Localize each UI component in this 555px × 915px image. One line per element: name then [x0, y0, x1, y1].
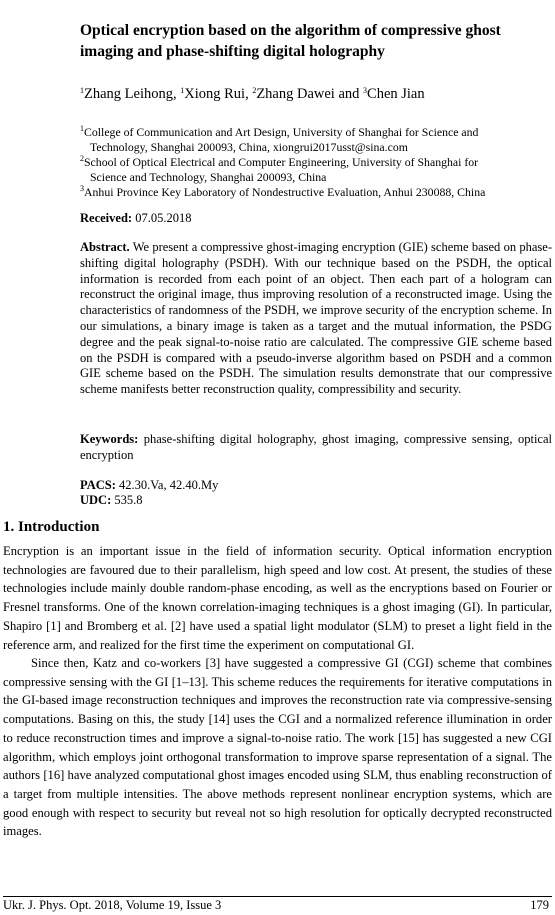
classification-codes — [80, 478, 218, 508]
page-number: 179 — [530, 898, 549, 912]
affiliation-1: $^1$College of Communication and Art Design, University of Shanghai for Science and Technology, Shanghai 200093, China, xiongrui2017usst@sina.com — [80, 124, 479, 154]
received-date: Received: 07.05.2018 — [80, 211, 192, 225]
page-footer — [3, 898, 552, 913]
udc-code: UDC: 535.8 — [80, 493, 143, 507]
abstract-label: Abstract. — [80, 240, 130, 254]
author: $^2$Zhang Dawei and — [252, 86, 364, 102]
author: $^3$Chen Jian — [363, 86, 425, 102]
body-paragraph: Since then, Katz and co-workers [3] have suggested a compressive GI (CGI) scheme that combines compressive sensing with the GI [1–13]. This scheme reduces the requirements for iterative computations in the GI-based image reconstruction techniques and improves the reconstruction rate via compressive-sensing computations. Basing on this, the study [14] uses the CGI and a normalized reference illumination in order to reduce reconstruction times and improve a signal-to-noise ratio. The work [15] has suggested a new CGI algorithm, which employs joint orthogonal transformation to improve sparse representation of a signal. The authors [16] have analyzed computational ghost images encoded using SLM, thus enabling reconstruction of a target from multiple intensities. The above methods represent nonlinear encryption systems, which are good enough with respect to security but reveal not so high resolution for optically decrypted reconstructed images. — [3, 656, 552, 839]
pacs-codes: PACS: 42.30.Va, 42.40.My — [80, 478, 219, 492]
abstract — [80, 240, 552, 398]
affiliation-3: $^3$Anhui Province Key Laboratory of Nondestructive Evaluation, Anhui 230088, China — [80, 184, 486, 199]
paper-title: Optical encryption based on the algorithm of compressive ghost imaging and phase-shifting digital holography — [80, 22, 501, 60]
section-heading: 1. Introduction — [3, 519, 100, 535]
abstract-text: We present a compressive ghost-imaging encryption (GIE) scheme based on phase-shifting digital holography (PSDH). With our technique based on the PSDH, the optical information is recorded from each point of an object. Then each part of a hologram can reconstruct the original image, thus improving resolution of a reconstructed image. Using the characteristics of randomness of the PSDH, we improve security of the encryption scheme. In our simulations, a binary image is taken as a target and the mutual information, the PSDG degree and the peak signal-to-noise ratio are calculated. The compressive GIE scheme based on the PSDH is compared with a pseudo-inverse algorithm based on PSDH and a common GIE scheme based on the PSDH. The simulation results demonstrate that our compressive scheme manifests better reconstruction quality, compressibility and security. — [80, 240, 552, 397]
author: $^1$Xiong Rui, — [180, 86, 253, 102]
journal-citation: Ukr. J. Phys. Opt. 2018, Volume 19, Issue 3 — [3, 898, 222, 912]
affiliation-2: $^2$School of Optical Electrical and Computer Engineering, University of Shanghai for Science and Technology, Shanghai 200093, China — [80, 154, 479, 184]
body-paragraph: Encryption is an important issue in the field of information security. Optical information encryption technologies are favoured due to their parallelism, high speed and low cost. At present, the studies of these technologies include mainly double random-phase encoding, as well as the encryptions based on Fourier or Fresnel transforms. One of the known correlation-imaging techniques is a ghost imaging (GI). In particular, Shapiro [1] and Bromberg et al. [2] have used a spatial light modulator (SLM) to preset a light field in the reference arm, and realized for the first time the experiment on computational GI. — [3, 544, 552, 652]
author-list — [80, 81, 550, 104]
author: $^1$Zhang Leihong, — [80, 86, 181, 102]
footer-divider — [3, 896, 552, 897]
keywords: Keywords: phase-shifting digital holography, ghost imaging, compressive sensing, optical encryption — [80, 432, 552, 462]
